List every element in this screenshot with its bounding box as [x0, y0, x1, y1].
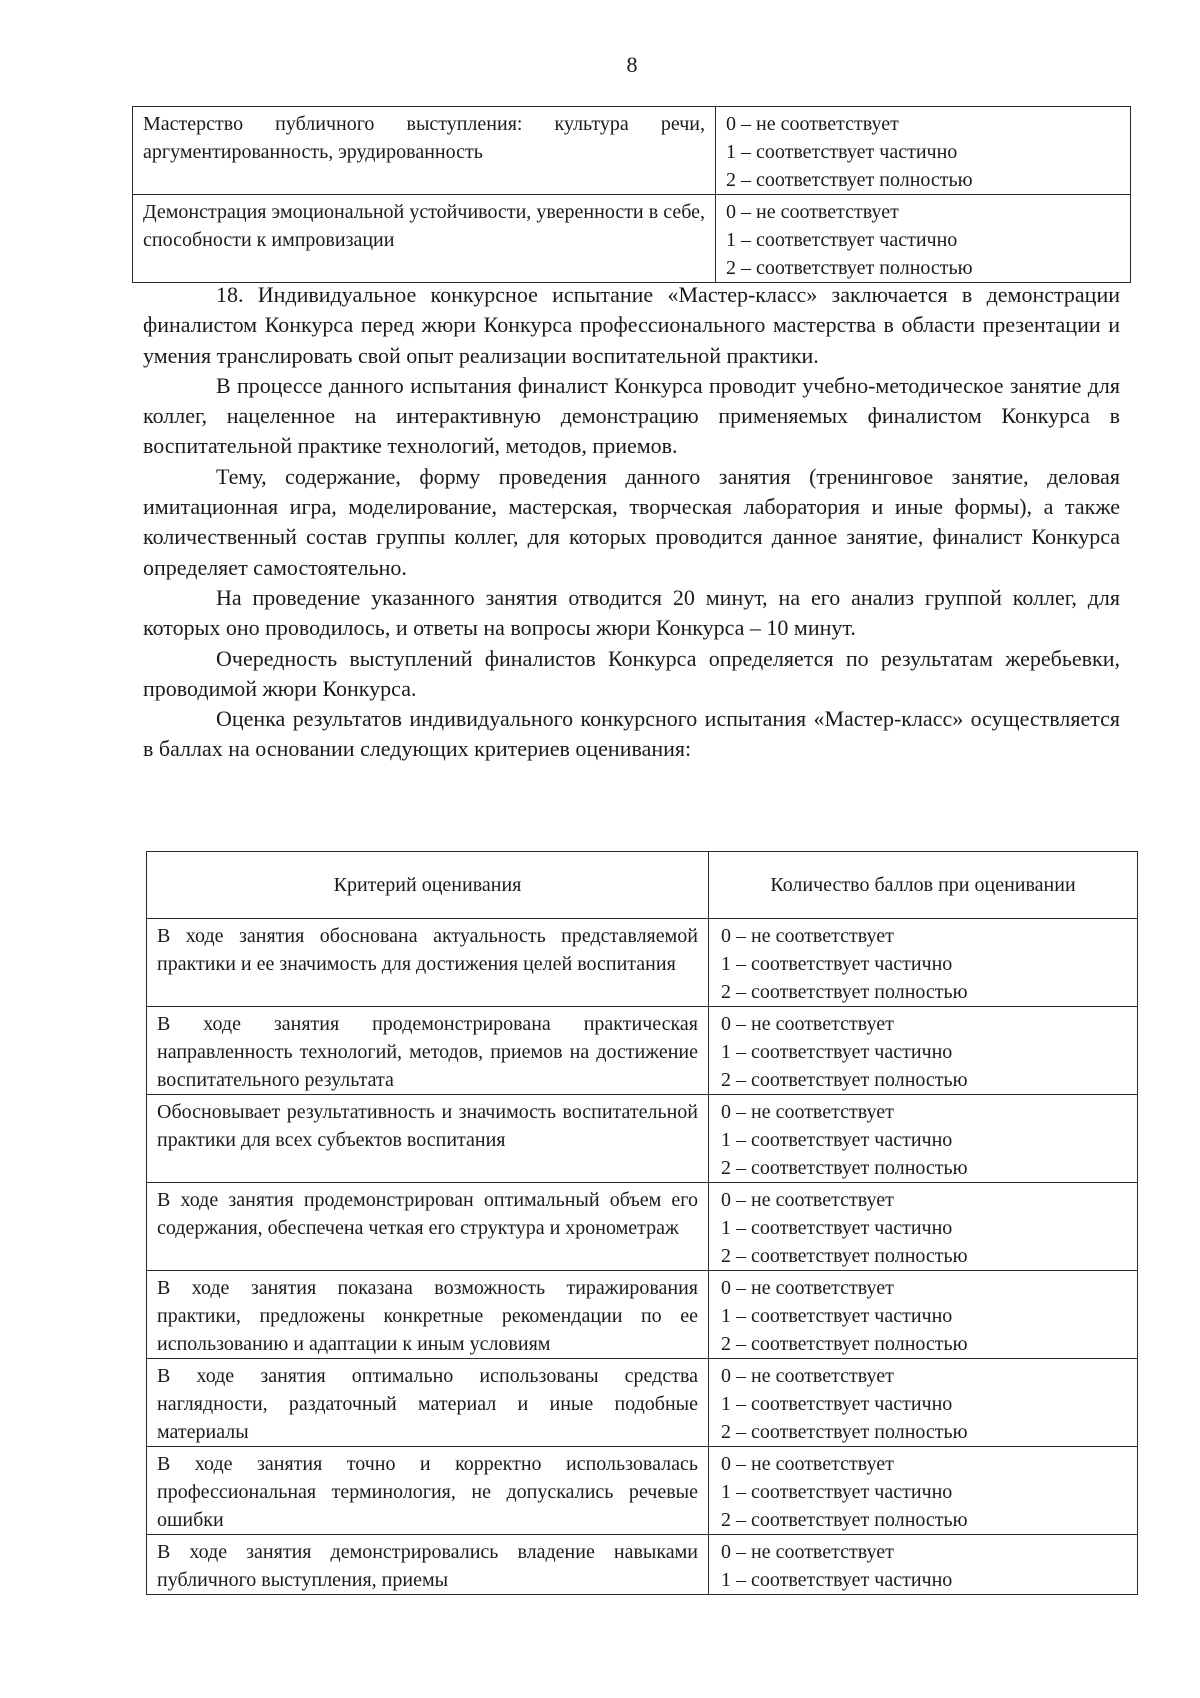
- criterion-cell: В ходе занятия продемонстрирован оптимальный объем его содержания, обеспечена четкая его структура и хронометраж: [147, 1183, 709, 1271]
- paragraph-18: 18. Индивидуальное конкурсное испытание «Мастер-класс» заключается в демонстрации финалистом Конкурса перед жюри Конкурса профессионального мастерства в области презентации и умения транслировать свой опыт реализации воспитательной практики.: [143, 282, 1120, 368]
- master-class-criteria-table: [146, 851, 1138, 1595]
- table-row: [147, 1447, 1138, 1535]
- criterion-column-header: Критерий оценивания: [147, 852, 709, 919]
- criterion-cell: В ходе занятия точно и корректно использовалась профессиональная терминология, не допускались речевые ошибки: [147, 1447, 709, 1535]
- score-cell: [716, 107, 1131, 195]
- criterion-cell: В ходе занятия показана возможность тиражирования практики, предложены конкретные рекомендации по ее использованию и адаптации к иным условиям: [147, 1271, 709, 1359]
- score-option: 2 – соответствует полностью: [726, 257, 973, 279]
- table-row: [133, 107, 1131, 195]
- score-option: 0 – не соответствует: [721, 1189, 894, 1211]
- score-option: 1 – соответствует частично: [721, 1481, 953, 1503]
- criterion-cell: Обосновывает результативность и значимость воспитательной практики для всех субъектов воспитания: [147, 1095, 709, 1183]
- score-option: 2 – соответствует полностью: [721, 1333, 968, 1355]
- score-option: 0 – не соответствует: [721, 1541, 894, 1563]
- criterion-cell: В ходе занятия демонстрировались владение навыками публичного выступления, приемы: [147, 1535, 709, 1595]
- score-cell: [709, 1095, 1138, 1183]
- score-option: 0 – не соответствует: [721, 1277, 894, 1299]
- score-option: 1 – соответствует частично: [721, 1393, 953, 1415]
- score-cell: [709, 1183, 1138, 1271]
- score-option: 2 – соответствует полностью: [726, 169, 973, 191]
- table-row: [147, 1183, 1138, 1271]
- score-option: 0 – не соответствует: [721, 925, 894, 947]
- score-option: 2 – соответствует полностью: [721, 1069, 968, 1091]
- score-option: 0 – не соответствует: [726, 201, 899, 223]
- table-row: [147, 1359, 1138, 1447]
- score-option: 1 – соответствует частично: [721, 1129, 953, 1151]
- score-option: 1 – соответствует частично: [721, 1041, 953, 1063]
- score-cell: [716, 195, 1131, 283]
- score-cell: [709, 1535, 1138, 1595]
- criteria-table-continued: [132, 106, 1131, 283]
- score-option: 0 – не соответствует: [726, 113, 899, 135]
- paragraph: На проведение указанного занятия отводится 20 минут, на его анализ группой коллег, для которых оно проводилось, и ответы на вопросы жюри Конкурса – 10 минут.: [143, 584, 1120, 641]
- table-row: [147, 1095, 1138, 1183]
- score-option: 2 – соответствует полностью: [721, 1421, 968, 1443]
- score-option: 1 – соответствует частично: [721, 953, 953, 975]
- score-option: 0 – не соответствует: [721, 1453, 894, 1475]
- score-option: 0 – не соответствует: [721, 1365, 894, 1387]
- criterion-cell: В ходе занятия обоснована актуальность представляемой практики и ее значимость для достижения целей воспитания: [147, 919, 709, 1007]
- body-text: [143, 280, 1120, 765]
- score-cell: [709, 1007, 1138, 1095]
- score-cell: [709, 1359, 1138, 1447]
- score-option: 1 – соответствует частично: [721, 1217, 953, 1239]
- paragraph: Оценка результатов индивидуального конкурсного испытания «Мастер-класс» осуществляется в баллах на основании следующих критериев оценивания:: [143, 706, 1120, 762]
- criterion-cell: В ходе занятия оптимально использованы средства наглядности, раздаточный материал и иные подобные материалы: [147, 1359, 709, 1447]
- paragraph: Тему, содержание, форму проведения данного занятия (тренинговое занятие, деловая имитационная игра, моделирование, мастерская, творческая лаборатория и иные формы), а также количественный состав группы коллег, для которых проводится данное занятие, финалист Конкурса определяет самостоятельно.: [143, 463, 1120, 580]
- score-option: 2 – соответствует полностью: [721, 1245, 968, 1267]
- table-row: [147, 1271, 1138, 1359]
- score-option: 1 – соответствует частично: [721, 1569, 953, 1591]
- page-number: 8: [626, 52, 638, 77]
- score-option: 2 – соответствует полностью: [721, 1509, 968, 1531]
- paragraph: В процессе данного испытания финалист Конкурса проводит учебно-методическое занятие для коллег, нацеленное на интерактивную демонстрацию применяемых финалистом Конкурса в воспитательной практике технологий, методов, приемов.: [143, 372, 1120, 459]
- table-row: [133, 195, 1131, 283]
- score-option: 1 – соответствует частично: [721, 1305, 953, 1327]
- score-cell: [709, 1447, 1138, 1535]
- paragraph: Очередность выступлений финалистов Конкурса определяется по результатам жеребьевки, проводимой жюри Конкурса.: [143, 645, 1120, 701]
- score-cell: [709, 1271, 1138, 1359]
- score-option: 1 – соответствует частично: [726, 141, 958, 163]
- table-row: [147, 1535, 1138, 1595]
- score-option: 0 – не соответствует: [721, 1101, 894, 1123]
- criterion-cell: Демонстрация эмоциональной устойчивости, уверенности в себе, способности к импровизации: [133, 195, 716, 283]
- score-column-header: Количество баллов при оценивании: [709, 852, 1138, 919]
- score-option: 0 – не соответствует: [721, 1013, 894, 1035]
- criterion-cell: В ходе занятия продемонстрирована практическая направленность технологий, методов, приемов на достижение воспитательного результата: [147, 1007, 709, 1095]
- score-option: 2 – соответствует полностью: [721, 981, 968, 1003]
- score-option: 1 – соответствует частично: [726, 229, 958, 251]
- table-row: [147, 919, 1138, 1007]
- table-header-row: [147, 852, 1138, 919]
- score-option: 2 – соответствует полностью: [721, 1157, 968, 1179]
- score-cell: [709, 919, 1138, 1007]
- table-row: [147, 1007, 1138, 1095]
- criterion-cell: Мастерство публичного выступления: культура речи, аргументированность, эрудированность: [133, 107, 716, 195]
